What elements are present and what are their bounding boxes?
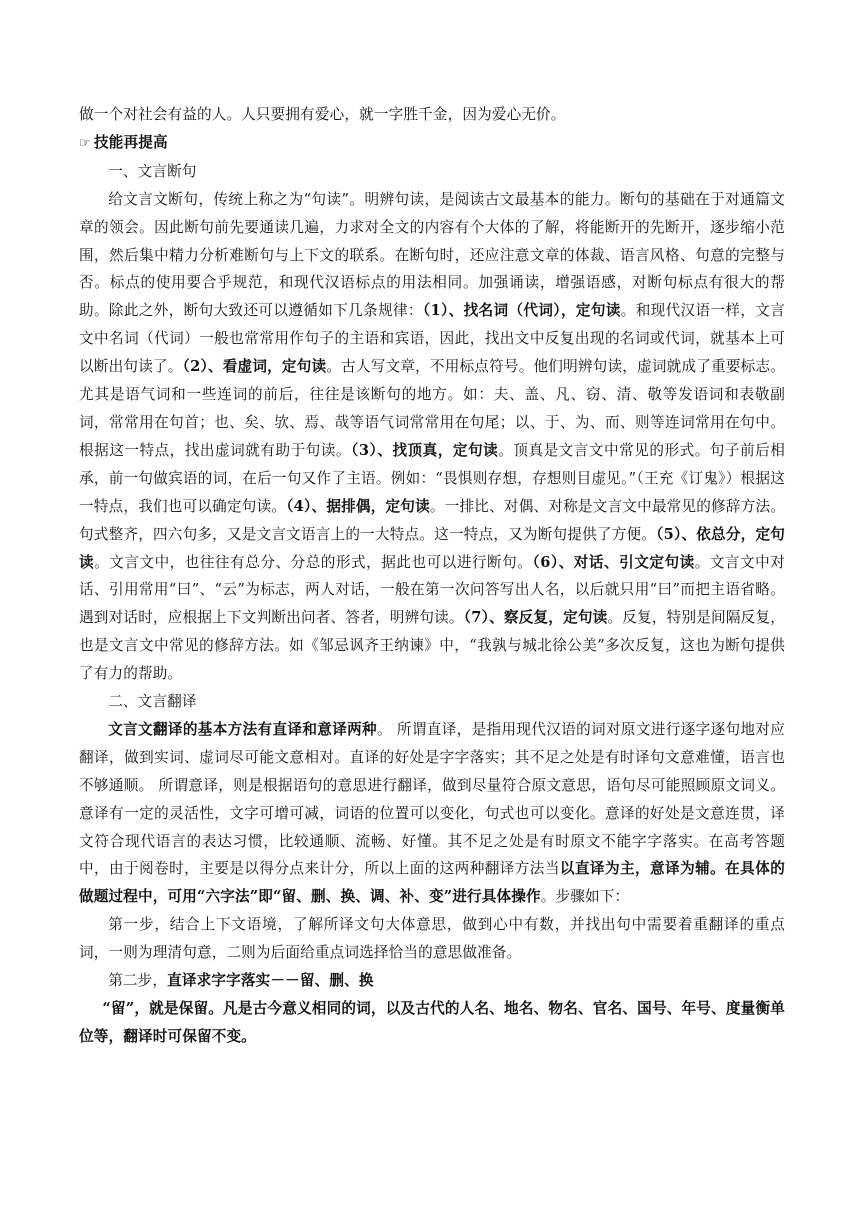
step-two-title: 直译求字字落实－－留、删、换	[167, 972, 374, 990]
liu-paragraph: “留”，就是保留。凡是古今意义相同的词，以及古代的人名、地名、物名、官名、国号、年号、度量衡单位等，翻译时可保留不变。	[79, 1000, 785, 1045]
rule-1: （1）、找名词（代词），定句读	[422, 302, 621, 320]
step-one: 第一步，结合上下文语境，了解所译文句大体意思，做到心中有数，并找出句中需要着重翻译的重点词，一则为理清句意，二则为后面给重点词选择恰当的意思做准备。	[79, 916, 785, 962]
rule-7-text: 。反复，特别是间隔反复，也是文言文中常见的修辞方法。如《邹忌讽齐王纳谏》中，“我孰与城北徐公美”多次反复，这也为断句提供了有力的帮助。	[79, 609, 785, 683]
rule-5-text: 。文言文中，也往往有总分、分总的形式，据此也可以进行断句。	[94, 553, 533, 571]
rule-4: （4）、据排偶，定句读	[286, 497, 430, 515]
section-heading-punctuation: 一、文言断句	[108, 162, 197, 180]
rule-3-text: 。顶真是文言文中常见的形式。句子前后相承，前一句做宾语的词，在后一句又作了主语。例如：“畏惧则存想，存想则目虚见。”（王充《订鬼》）根据这一特点，我们也可以确定句读。	[79, 441, 785, 515]
translation-tail: 。步骤如下：	[540, 888, 630, 906]
rule-2-text: 。古人写文章，不用标点符号。他们明辨句读，虚词就成了重要标志。尤其是语气词和一些连词的前后，往往是该断句的地方。如：夫、盖、凡、窃、清、敬等发语词和表敬副词，常常用在句首；也、矣、欤、焉、哉等语气词常常用在句尾；以、于、为、而、则等连词常用在句中。根据这一特点，找出虚词就有助于句读。	[79, 358, 785, 459]
rule-4-text: 。一排比、对偶、对称是文言文中最常见的修辞方法。句式整齐，四六句多，又是文言文语言上的一大特点。这一特点，又为断句提供了方便。	[79, 497, 785, 543]
skill-header	[79, 129, 785, 158]
translation-emphasis: 以直译为主，意译为辅。在具体的做题过程中，可用“六字法”即“留、删、换、调、补、变”进行具体操作	[79, 860, 785, 906]
rule-6: （6）、对话、引文定句读	[532, 553, 695, 571]
document-body	[79, 101, 785, 1051]
punctuation-text: 给文言文断句，传统上称之为“句读”。明辨句读，是阅读古文最基本的能力。断句的基础在于对通篇文章的领会。因此断句前先要通读几遍，力求对全文的内容有个大体的了解，将能断开的先断开，逐步缩小范围，然后集中精力分析难断句与上下文的联系。在断句时，还应注意文章的体裁、语言风格、句意的完整与否。标点的使用要合乎规范，和现代汉语标点的用法相同。加强诵读，增强语感，对断句标点有很大的帮助。除此之外，断句大致还可以遵循如下几条规律：	[79, 190, 785, 320]
pointing-hand-icon: ☞	[79, 135, 91, 151]
skill-header-title: 技能再提高	[94, 133, 168, 151]
rule-1-text: 。和现代汉语一样，文言文中名词（代词）一般也常常用作句子的主语和宾语，因此，找出文中反复出现的名词或代词，就基本上可以断出句读了。	[79, 302, 785, 376]
translation-paragraph	[79, 716, 785, 911]
section-heading-translation: 二、文言翻译	[108, 693, 197, 711]
intro-line: 做一个对社会有益的人。人只要拥有爱心，就一字胜千金，因为爱心无价。	[79, 106, 566, 123]
rule-3: （3）、找顶真，定句读	[351, 441, 499, 459]
rule-6-text: 。文言文中对话、引用常用“曰”、“云”为标志，两人对话，一般在第一次问答写出人名，以后就只用“曰”而把主语省略。遇到对话时，应根据上下文判断出问者、答者，明辨句读。	[79, 553, 786, 627]
rule-5: （5）、依总分，定句读	[79, 525, 785, 571]
rule-7: （7）、察反复，定句读	[463, 609, 608, 627]
rule-2: （2）、看虚词，定句读	[182, 358, 327, 376]
translation-lead: 文言文翻译的基本方法有直译和意译两种	[108, 720, 377, 738]
translation-text: 。 所谓直译，是指用现代汉语的词对原文进行逐字逐句地对应翻译，做到实词、虚词尽可能文意相对。直译的好处是字字落实；其不足之处是有时译句文意难懂，语言也不够通顺。 所谓意译，则是根据语句的意思进行翻译，做到尽量符合原文意思，语句尽可能照顾原文词义。意译有一定的灵活性，文字可增可减，词语的位置可以变化，句式也可以变化。意译的好处是文意连贯，译文符合现代语言的表达习惯，比较通顺、流畅、好懂。其不足之处是有时原文不能字字落实。在高考答题中，由于阅卷时，主要是以得分点来计分，所以上面的这两种翻译方法当	[79, 720, 786, 878]
step-two	[79, 967, 785, 995]
punctuation-paragraph	[79, 186, 785, 688]
step-two-prefix: 第二步，	[108, 972, 168, 990]
